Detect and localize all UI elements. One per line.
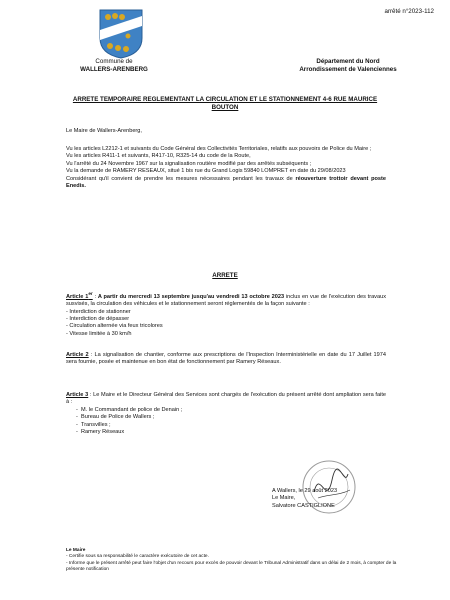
footer-heading: Le Maire (66, 548, 86, 553)
article-1-sup: er (88, 291, 93, 296)
article-2-text: : La signalisation de chantier, conforme aux prescriptions de l'Inspection Interministérielle en date du 17 Juillet 1974 sera fournie, posée et maintenue en bon état de fonctionnement par Ramery Réseaux. (66, 352, 386, 366)
article-1 (66, 290, 386, 338)
department-block (278, 58, 418, 75)
vu-paragraph: Vu la demande de RAMERY RESEAUX, situé 1 bis rue du Grand Logis 59840 LOMPRET en date du 29/08/2023 (66, 168, 346, 175)
list-item: - Ramery Réseaux (76, 429, 125, 436)
article-1-sep: : (92, 293, 98, 300)
considerant-text: Considérant qu'il convient de prendre les mesures nécessaires pendant les travaux de (66, 175, 296, 182)
considerant-paragraph (66, 176, 386, 191)
article-3-label: Article 3 (66, 392, 89, 398)
coat-of-arms-icon (98, 8, 144, 60)
footer-line: - Informe que le présent arrêté peut faire l'objet d'un recours pour excès de pouvoir devant le Tribunal Administratif dans un délai de 2 mois, à compter de la présente notification (66, 560, 397, 573)
list-item: - Transvilles ; (76, 421, 111, 428)
vu-paragraph: Vu les articles R411-1 et suivants, R417-10, R325-14 du code de la Route, (66, 153, 251, 160)
commune-name: WALLERS-ARENBERG (80, 66, 148, 74)
arrete-heading: ARRETE (212, 272, 238, 279)
article-1-paragraph (66, 290, 386, 309)
arrondissement-name: Arrondissement de Valenciennes (299, 66, 397, 74)
article-3 (66, 392, 386, 436)
department-name: Département du Nord (316, 58, 380, 65)
article-1-dates: A partir du mercredi 13 septembre jusqu'au vendredi 13 octobre 2023 (97, 293, 285, 300)
article-2 (66, 352, 386, 367)
footer-line: - Certifie sous sa responsabilité le caractère exécutoire de cet acte. (66, 554, 209, 560)
list-item: - M. le Commandant de police de Denain ; (76, 406, 183, 413)
list-item: - Circulation alternée via feux tricolores (66, 323, 163, 330)
intro-line: Le Maire de Wallers-Arenberg, (66, 128, 142, 134)
article-2-label: Article 2 (66, 352, 89, 358)
signature-name: Salvatore CASTIGLIONE (272, 502, 335, 509)
footer-notice (66, 548, 406, 574)
article-3-text: : Le Maire et le Directeur Général des Services sont chargés de l'exécution du présent arrêté dont ampliation sera faite à : (66, 392, 387, 406)
commune-label: Commune de (95, 58, 133, 65)
arrete-reference: arrêté n°2023-112 (384, 8, 434, 15)
commune-block (66, 58, 162, 75)
list-item: - Vitesse limitée à 30 km/h (66, 330, 132, 337)
list-item: - Interdiction de stationner (66, 308, 131, 315)
vu-paragraph: Vu l'arrêté du 24 Novembre 1967 sur la signalisation routière modifié par des arrêtés subséquents ; (66, 160, 312, 167)
article-2-paragraph (66, 352, 386, 367)
article-3-paragraph (66, 392, 386, 407)
signature-block (272, 488, 337, 510)
signature-role: Le Maire, (272, 495, 296, 502)
list-item: - Interdiction de dépasser (66, 316, 130, 323)
article-1-list (66, 309, 386, 339)
article-1-text: inclus en vue de l'exécution des travaux susvisés, la circulation des véhicules et le stationnement seront réglementés de la façon suivante : (66, 293, 387, 308)
signature-place-date: A Wallers, le 29 août 2023 (272, 488, 338, 494)
considerant-works: réouverture trottoir devant poste Enedis. (66, 175, 386, 190)
article-1-label: Article 1er (66, 291, 93, 300)
list-item: - Bureau de Police de Wallers ; (76, 414, 155, 421)
vus-section (66, 146, 386, 190)
document-title: ARRETE TEMPORAIRE REGLEMENTANT LA CIRCULATION ET LE STATIONNEMENT 4-6 RUE MAURICE BOUTON (72, 96, 378, 112)
vu-paragraph: Vu les articles L2212-1 et suivants du Code Général des Collectivités Territoriales, relatifs aux pouvoirs de Police du Maire ; (66, 146, 372, 152)
ampliation-list (66, 407, 386, 437)
